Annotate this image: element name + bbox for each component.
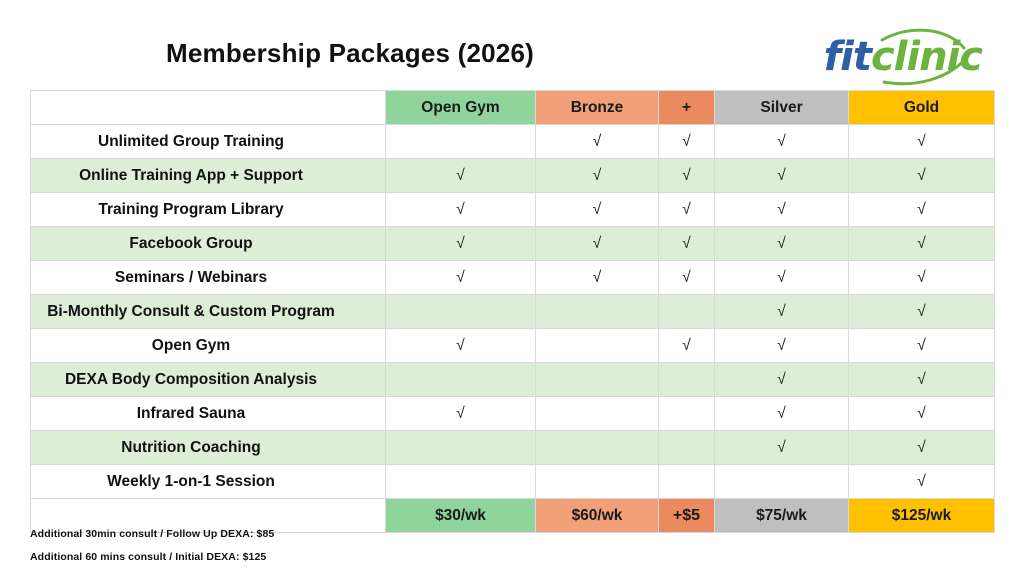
cell-bronze (536, 397, 659, 431)
cell-plus: √ (659, 193, 715, 227)
column-header-plus: + (659, 91, 715, 125)
cell-plus: √ (659, 159, 715, 193)
cell-gold: √ (849, 125, 995, 159)
price-bronze: $60/wk (536, 499, 659, 533)
logo-text-fit: fit (823, 34, 871, 80)
cell-bronze (536, 295, 659, 329)
header-row (31, 91, 995, 125)
table-row (31, 363, 995, 397)
cell-silver: √ (715, 295, 849, 329)
cell-plus: √ (659, 125, 715, 159)
row-feature-label: DEXA Body Composition Analysis (31, 363, 386, 397)
cell-bronze: √ (536, 261, 659, 295)
row-feature-label: Online Training App + Support (31, 159, 386, 193)
table-header (31, 91, 995, 125)
cell-open-gym: √ (386, 261, 536, 295)
column-header-feature (31, 91, 386, 125)
cell-plus (659, 431, 715, 465)
cell-plus (659, 363, 715, 397)
cell-bronze: √ (536, 227, 659, 261)
price-open-gym: $30/wk (386, 499, 536, 533)
column-header-bronze: Bronze (536, 91, 659, 125)
cell-bronze: √ (536, 193, 659, 227)
cell-silver: √ (715, 431, 849, 465)
footnote-1: Additional 30min consult / Follow Up DEXA: $85 (30, 528, 275, 540)
cell-plus (659, 295, 715, 329)
row-feature-label: Weekly 1-on-1 Session (31, 465, 386, 499)
cell-gold: √ (849, 159, 995, 193)
cell-bronze: √ (536, 125, 659, 159)
cell-silver: √ (715, 363, 849, 397)
cell-gold: √ (849, 397, 995, 431)
table-body (31, 125, 995, 499)
column-header-gold: Gold (849, 91, 995, 125)
footnotes (30, 528, 630, 574)
cell-silver (715, 465, 849, 499)
cell-bronze (536, 329, 659, 363)
row-feature-label: Seminars / Webinars (31, 261, 386, 295)
cell-bronze (536, 431, 659, 465)
row-feature-label: Training Program Library (31, 193, 386, 227)
cell-bronze: √ (536, 159, 659, 193)
logo-swoosh-icon (732, 26, 982, 88)
cell-silver: √ (715, 329, 849, 363)
cell-gold: √ (849, 261, 995, 295)
footnote-2: Additional 60 mins consult / Initial DEXA: $125 (30, 551, 267, 563)
column-header-open-gym: Open Gym (386, 91, 536, 125)
membership-packages-table (30, 90, 995, 533)
cell-gold: √ (849, 363, 995, 397)
table-row (31, 397, 995, 431)
cell-open-gym: √ (386, 329, 536, 363)
cell-open-gym (386, 431, 536, 465)
cell-open-gym: √ (386, 397, 536, 431)
cell-plus (659, 397, 715, 431)
cell-open-gym: √ (386, 159, 536, 193)
cell-plus: √ (659, 261, 715, 295)
table-row (31, 431, 995, 465)
table-row (31, 465, 995, 499)
table-row (31, 227, 995, 261)
logo-text-clinic: clinic (870, 34, 982, 80)
cell-gold: √ (849, 465, 995, 499)
page-title: Membership Packages (2026) (166, 38, 534, 68)
table-row (31, 159, 995, 193)
price-plus: +$5 (659, 499, 715, 533)
table-row (31, 295, 995, 329)
cell-plus (659, 465, 715, 499)
cell-gold: √ (849, 227, 995, 261)
table-row (31, 125, 995, 159)
row-feature-label: Infrared Sauna (31, 397, 386, 431)
row-feature-label: Open Gym (31, 329, 386, 363)
row-feature-label: Nutrition Coaching (31, 431, 386, 465)
cell-gold: √ (849, 295, 995, 329)
row-feature-label: Facebook Group (31, 227, 386, 261)
cell-silver: √ (715, 227, 849, 261)
cell-gold: √ (849, 193, 995, 227)
cell-silver: √ (715, 397, 849, 431)
cell-silver: √ (715, 193, 849, 227)
cell-bronze (536, 465, 659, 499)
price-silver: $75/wk (715, 499, 849, 533)
cell-open-gym: √ (386, 193, 536, 227)
cell-gold: √ (849, 431, 995, 465)
cell-open-gym (386, 125, 536, 159)
fitclinic-logo (732, 26, 982, 88)
cell-open-gym (386, 295, 536, 329)
cell-open-gym: √ (386, 227, 536, 261)
row-feature-label: Bi-Monthly Consult & Custom Program (31, 295, 386, 329)
table-row (31, 193, 995, 227)
cell-silver: √ (715, 125, 849, 159)
cell-plus: √ (659, 227, 715, 261)
cell-silver: √ (715, 261, 849, 295)
table-row (31, 261, 995, 295)
row-feature-label: Unlimited Group Training (31, 125, 386, 159)
price-gold: $125/wk (849, 499, 995, 533)
cell-plus: √ (659, 329, 715, 363)
cell-silver: √ (715, 159, 849, 193)
cell-gold: √ (849, 329, 995, 363)
cell-bronze (536, 363, 659, 397)
table-row (31, 329, 995, 363)
column-header-silver: Silver (715, 91, 849, 125)
cell-open-gym (386, 363, 536, 397)
cell-open-gym (386, 465, 536, 499)
